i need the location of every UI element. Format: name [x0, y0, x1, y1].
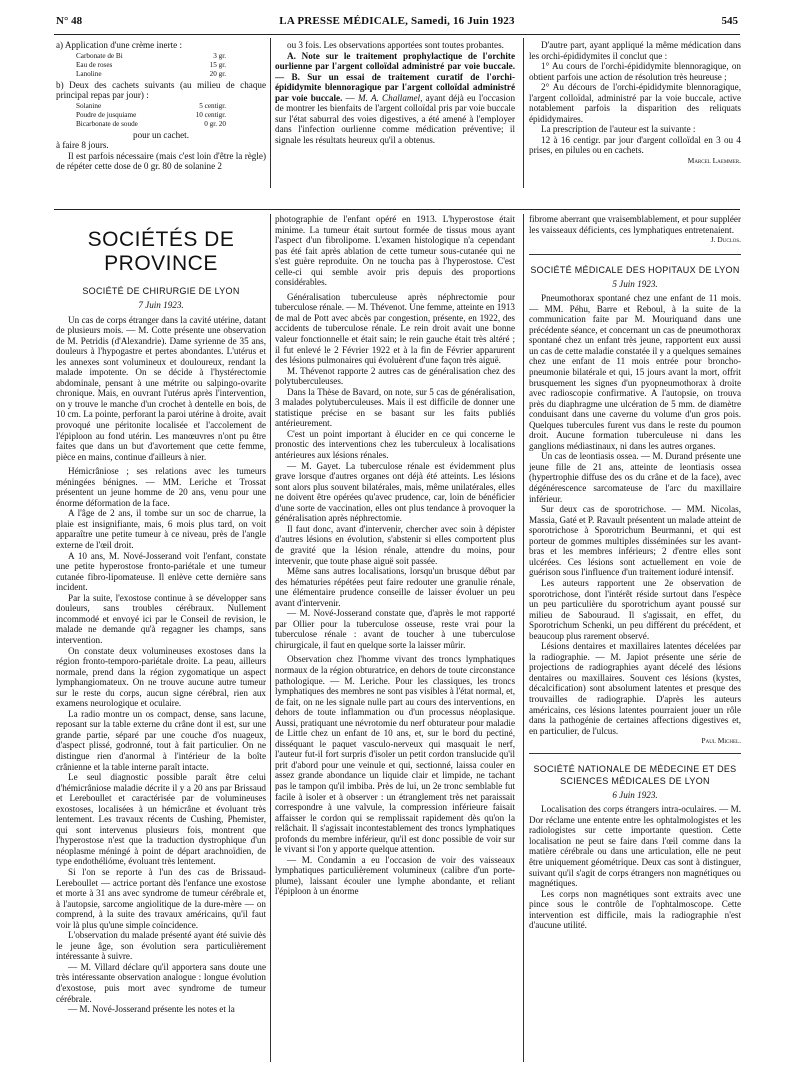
- paragraph: Les auteurs rapportent une 2e observation de sporotrichose, dont l'intérêt réside surtout dans l'espèce un peu particulière du sporotrichum ayant poussé sur milieu de Sabouraud. Il s'agissait, en effet, du Sporotrichum Schenki, un peu différent du précédent, et beaucoup plus rarement observé.: [529, 577, 741, 641]
- section-divider: [529, 254, 741, 255]
- paragraph: D'autre part, ayant appliqué la même médication dans les orchi-épididymites il conclut que :: [529, 40, 741, 61]
- paragraph: Par la suite, l'exostose continue à se développer sans douleurs, sans troubles cérébraux. Nullement incommodé et envoyé ici par le Conseil de revision, le malade ne demande qu'à regagner les champs, sans intervention.: [56, 592, 266, 645]
- column-rule: [270, 214, 271, 1062]
- paragraph: L'observation du malade présenté ayant été suivie dès le jeune âge, son évolution sera particulièrement intéressante à suivre.: [56, 930, 266, 962]
- ingredient-row: Eau de roses 15 gr.: [76, 60, 226, 69]
- paragraph: Dans la Thèse de Bavard, on note, sur 5 cas de généralisation, 3 malades polytuberculeuses. Mais il est difficile de donner une statistique précise en se basant sur les faits publiés antérieurement.: [275, 386, 515, 429]
- prescription-a: a) Application d'une crème inerte :: [56, 40, 183, 50]
- page-header: [56, 16, 738, 30]
- paragraph: On constate deux volumineuses exostoses dans la région fronto-temporo-pariétale droite. La peau, ailleurs normale, prend dans la région zygomatique un aspect lymphangiomateux. On ne trouve aucune autre tumeur sur le reste du corps, aucun signe cérébral, rien aux examens neurologique et oculaire.: [56, 645, 266, 709]
- prescription-a-list: [76, 52, 266, 79]
- header-rule: [54, 34, 740, 35]
- ingredient-row: Carbonate de Bi 3 gr.: [76, 51, 226, 60]
- paragraph: — M. Nové-Josserand constate que, d'après le mot rapporté par Ollier pour la tuberculose osseuse, reste vrai pour la tuberculose rénale : avant de toucher à une tuberculose chirurgicale, il faut en quelque sorte la laisser mûrir.: [275, 608, 515, 650]
- paragraph: C'est un point important à élucider en ce qui concerne le pronostic des interventions chez les tuberculeux à localisations antérieures aux lésions rénales.: [275, 428, 515, 461]
- session-date: 7 Juin 1923.: [138, 300, 184, 310]
- society-heading: SOCIÉTÉ NATIONALE DE MÉDECINE ET DES SCIENCES MÉDICALES DE LYON: [533, 763, 737, 786]
- paragraph: Il est parfois nécessaire (mais c'est loin d'être la règle) de répéter cette dose de 0 gr. 80 de solanine 2: [56, 150, 266, 172]
- paragraph: fibrome aberrant que vraisemblablement, et pour suppléer les vaisseaux déficients, ces lymphatiques entretenaient.: [529, 214, 741, 235]
- session-date: 6 Juin 1923.: [612, 789, 658, 800]
- paragraph: 1° Au cours de l'orchi-épididymite blennoragique, on obtient parfois une action de résolution très heureuse ;: [529, 61, 741, 82]
- bottom-column-2: [275, 214, 515, 1064]
- paragraph: 12 à 16 centigr. par jour d'argent colloïdal en 3 ou 4 prises, en pilules ou en cachets.: [529, 134, 741, 156]
- paragraph: Lésions dentaires et maxillaires latentes décelées par la radiographie. — M. Japiot présente une série de projections de radiographies ayant décelé des lésions dentaires ou maxillaires. Souvent ces lésions (kystes, décalcification) sont absolument latentes et presque des trouvailles de radiographie. D'après les auteurs américains, ces lésions latentes pourraient jouer un rôle dans la pathogénie de certaines affections digestives et, en particulier, de l'ulcus.: [529, 641, 741, 736]
- paragraph: Même sans autres localisations, lorsqu'un brusque début par des hématuries répétées peut faire redouter une granulie rénale, une élémentaire prudence conseille de laisser évoluer un peu avant d'intervenir.: [275, 566, 515, 608]
- top-column-1: [56, 40, 266, 205]
- paragraph: — M. Nové-Josserand présente les notes et la: [68, 1004, 235, 1015]
- paragraph: Pneumothorax spontané chez une enfant de 11 mois. — MM. Péhu, Barre et Reboul, à la suite de la communication faite par M. Mouriquand dans une précédente séance, et concernant un cas de pneumothorax spontané chez un enfant très jeune, rapportent eux aussi un cas de cette maladie constatée il y a quelques semaines chez une enfant de 11 mois entrée pour broncho-pneumonie bilatérale et qui, 15 jours avant la mort, offrit brusquement les signes d'un pyopneumothorax à droite avec radioscopie confirmative. A l'autopsie, on trouva près du diaphragme une ulcération de 5 mm. de diamètre conduisant dans une caverne du volume d'un gros pois. Quelques tubercules furent vus dans le reste du poumon droit. Aucune formation tuberculeuse ni dans les ganglions médiastinaux, ni dans les autres organes.: [529, 293, 741, 451]
- paragraph: Un cas de corps étranger dans la cavité utérine, datant de plusieurs mois. — M. Cotte présente une observation de M. Petridis (d'Alexandrie). Dame syrienne de 35 ans, douleurs à l'hypogastre et pertes abondantes. L'utérus et les annexes sont volumineux et douloureux, rendant la malade impotente. On se décide à l'hystérectomie abdominale, pensant à une métrite ou salpingo-ovarite chronique. Mais, en ouvrant l'utérus après l'intervention, on y trouve le manche d'un crochet à dentelle en bois, de 10 cm. La pointe, perforant la paroi utérine à droite, avait provoqué une péritonite localisée et l'accolement de l'épiploon au fond utérin. Les manœuvres n'ont pu être faites que dans un but d'avortement que cette femme, pièce en mains, continue d'ailleurs à nier.: [56, 314, 266, 462]
- paragraph: Le seul diagnostic possible paraît être celui d'hémicrâniose maladie décrite il y a 20 ans par Brissaud et Lereboullet et caractérisée par de volumineuses exostoses, localisées à un hémicrâne et évoluant très lentement. Les travaux récents de Cushing, Phemister, qui sont intervenus plusieurs fois, montrent que l'hyperostose n'est que la traduction dystrophique d'un néoplasme méningé à point de départ arachnoïdien, de type endothélióme, évoluant très lentement.: [56, 772, 266, 867]
- paragraph: Sur deux cas de sporotrichose. — MM. Nicolas, Massia, Gaté et P. Ravault présentent un malade atteint de sporotrichose à Sporotrichum Beurmanni, et qui est porteur de gommes multiples disséminées sur les avant-bras et les membres inférieurs; 2 d'entre elles sont ulcérées. Ces lésions sont actuellement en voie de guérison sous l'influence d'un traitement ioduré intensif.: [529, 504, 741, 578]
- top-column-3: [529, 40, 741, 205]
- ingredient-row: Solanine 5 centigr.: [76, 101, 226, 110]
- paragraph: Un cas de leontiasis ossea. — M. Durand présente une jeune fille de 21 ans, atteinte de leontiasis ossea (hypertrophie diffuse des os du crâne et de la face), avec dégénérescence sarcomateuse de l'arc du maxillaire inférieur.: [529, 451, 741, 504]
- paragraph: M. Thévenot rapporte 2 autres cas de généralisation chez des polytuberculeuses.: [275, 365, 515, 387]
- session-date: 5 Juin 1923.: [612, 278, 658, 289]
- author: M. A. Challamel,: [358, 92, 423, 103]
- paragraph: Observation chez l'homme vivant des troncs lymphatiques normaux de la région obturatrice, en dehors de toute circonstance pathologique. — M. Leriche. Pour les classiques, les troncs lymphatiques des membres ne sont pas visibles à l'état normal, et, de fait, on ne les signale nulle part au cours des interventions, en dehors de toute inflammation ou d'un processus néoplasique. Aussi, pratiquant une névrotomie du nerf obturateur pour maladie de Little chez un enfant de 10 ans, et, sur le bord du pectiné, disséquant le paquet vasculo-nerveux qui masquait le nerf, l'auteur fut-il fort surpris d'isoler un petit cordon translucide qu'il prit d'abord pour une veinule et qui, sectionné, laissa couler en assez grande abondance un liquide clair et limpide, ne tachant pas le tampon qu'il imbiba. Près de lui, un 2e tronc semblable fut facile à isoler et à observer : un étranglement très net paraissait correspondre à une valvule, la compression inférieure faisait affaisser le cordon qui se remplissait rapidement dès qu'on la relâchait. Il s'agissait incontestablement des troncs lymphatiques profonds du membre inférieur, qu'il est donc possible de voir sur le vivant si l'on y apporte quelque attention.: [275, 654, 515, 855]
- ingredient-row: Bicarbonate de soude 0 gr. 20: [76, 119, 226, 128]
- prescription-b-list: [76, 102, 266, 129]
- paragraph: ou 3 fois. Les observations apportées sont toutes probantes.: [287, 40, 504, 50]
- section-divider: [529, 753, 741, 754]
- paragraph: Il faut donc, avant d'intervenir, chercher avec soin à dépister d'autres lésions en évolution, s'abstenir si elles comportent plus de gravité que la lésion rénale, attendre du moins, pour intervenir, que toute phase aiguë soit passée.: [275, 523, 515, 566]
- paragraph: A l'âge de 2 ans, il tombe sur un soc de charrue, la plaie est insignifiante, mais, 6 mois plus tard, on voit apparaître une petite tumeur à ce niveau, près de l'angle externe de l'œil droit.: [56, 508, 266, 551]
- section-rule: [54, 209, 740, 210]
- issue-number: N° 48: [56, 15, 83, 27]
- bottom-column-3: [529, 214, 741, 1064]
- paragraph: photographie de l'enfant opéré en 1913. L'hyperostose était minime. La tumeur était surtout formée de tissus mous ayant l'aspect d'un fibrolipome. L'examen histologique n'a cependant pas été fait après ablation de cette tumeur sous-cutanée qui ne s'est guère reproduite. On ne toucha pas à l'hyperostose. C'est celle-ci qui semble avoir pris depuis des proportions considérables.: [275, 214, 515, 288]
- cachet-line: pour un cachet.: [133, 129, 189, 140]
- prescription-b: b) Deux des cachets suivants (au milieu de chaque principal repas par jour) :: [56, 79, 266, 101]
- paragraph: La prescription de l'auteur est la suivante :: [541, 124, 696, 135]
- paragraph: — M. Villard déclare qu'il apportera sans doute une très intéressante observation analogue : longue évolution d'exostose, puis mort avec syndrome de tumeur cérébrale.: [56, 961, 266, 1004]
- signature: Paul Michel.: [701, 736, 741, 746]
- bottom-column-1: [56, 212, 266, 1064]
- article-title: A. Note sur le traitement prophylactique de l'orchite ourlienne par l'argent colloïdal administré par voie buccale. — B. Sur un essai de traitement curatif de l'orchi-épididymite blennoragique par l'argent colloïdal administré par voie buccale.: [275, 50, 515, 103]
- paragraph: — M. Gayet. La tuberculose rénale est évidemment plus grave lorsque d'autres organes ont déjà été atteints. Les lésions sont alors plus souvent bilatérales, mais, même unilatérales, elles ne doivent être opérées qu'avec prudence, car, loin de bénéficier d'une sorte de vaccination, elles ont plus tendance à provoquer la généralisation après néphrectomie.: [275, 460, 515, 524]
- journal-title: LA PRESSE MÉDICALE, Samedi, 16 Juin 1923: [279, 15, 515, 27]
- section-title: SOCIÉTÉS DE PROVINCE: [87, 228, 235, 275]
- column-rule: [523, 38, 524, 188]
- duration-line: à faire 8 jours.: [56, 140, 109, 151]
- paragraph: Si l'on se reporte à l'un des cas de Brissaud-Lereboullet — actrice portant dès l'enfance une exostose et morte à 31 ans avec syndrome de tumeur cérébrale et, à l'autopsie, sarcome angiolitique de la dure-mère — on comprend, à la suite des travaux américains, qu'il faut voir là plus qu'une simple coïncidence.: [56, 866, 266, 930]
- paragraph: Généralisation tuberculeuse après néphrectomie pour tuberculose rénale. — M. Thévenot. Une femme, atteinte en 1913 de mal de Pott avec abcès par congestion, présente, en 1922, des accidents de tuberculose rénale. Le rein droit avait une bonne valeur fonctionnelle et était sain; le rein gauche était très altéré ; il fut enlevé le 2 Février 1922 et à la fin de Février apparurent des lésions pulmonaires qui évoluèrent d'une façon très aiguë.: [275, 291, 515, 366]
- column-rule: [523, 214, 524, 1062]
- society-heading: SOCIÉTÉ DE CHIRURGIE DE LYON: [82, 286, 240, 296]
- society-heading: SOCIÉTÉ MÉDICALE DES HOPITAUX DE LYON: [530, 264, 740, 275]
- paragraph: A 10 ans, M. Nové-Josserand voit l'enfant, constate une petite hyperostose fronto-pariétale et une tumeur cutanée fibro-lipomateuse. Il enlève cette dernière sans incident.: [56, 550, 266, 593]
- paragraph: — M. Condamin a eu l'occasion de voir des vaisseaux lymphatiques particulièrement volumineux (calibre d'un porte-plume), laissant écouler une lymphe abondante, et reliant l'épiploon à un énorme: [275, 854, 515, 897]
- ingredient-row: Poudre de jusquiame 10 centigr.: [76, 110, 226, 119]
- paragraph: La radio montre un os compact, dense, sans lacune, reposant sur la table externe du crâne dont il est, sur une grande partie, séparé par une couche d'os nuageux, d'aspect plissé, godronné, tout à fait particulier. On ne distingue rien d'anormal à l'intérieur de la boîte crânienne et la table interne paraît intacte.: [56, 708, 266, 772]
- signature: J. Duclos.: [710, 235, 741, 245]
- paragraph: Les corps non magnétiques sont extraits avec une pince sous le contrôle de l'ophtalmoscope. Cette intervention est difficile, mais la radiographie n'est d'aucune utilité.: [529, 888, 741, 931]
- paragraph: 2° Au décours de l'orchi-épididymite blennoragique, l'argent colloïdal, administré par la voie buccale, active notablement parfois la disparition des reliquats épididymaires.: [529, 82, 741, 124]
- top-column-2: [275, 40, 515, 205]
- signature: Marcel Laemmer.: [687, 156, 741, 166]
- paragraph: Hémicrâniose ; ses relations avec les tumeurs méningées bénignes. — MM. Leriche et Trossat présentent un jeune homme de 20 ans, venu pour une énorme déformation de la face.: [56, 466, 266, 508]
- article-paragraph: A. Note sur le traitement prophylactique de l'orchite ourlienne par l'argent colloïdal administré par voie buccale. — B. Sur un essai de traitement curatif de l'orchi-épididymite blennoragique par l'argent colloïdal administré par voie buccale. — M. A. Challamel, ayant déjà eu l'occasion de montrer les bienfaits de l'argent colloïdal pris par voie buccale sur l'état saburral des voies digestives, a été amené à l'employer dans l'infection ourlienne comme médication préventive; il signale les résultats heureux qu'il a obtenus.: [275, 50, 515, 145]
- page-number: 545: [721, 15, 738, 27]
- column-rule: [270, 38, 271, 188]
- ingredient-row: Lanoline 20 gr.: [76, 69, 226, 78]
- paragraph: Localisation des corps étrangers intra-oculaires. — M. Dor réclame une entente entre les ophtalmologistes et les radiologistes sur cette importante question. Cette localisation ne peut se faire dans l'œil comme dans la matière cérébrale ou dans une articulation, elle ne peut être uniquement géométrique. Deux cas sont à distinguer, suivant qu'il s'agit de corps étrangers non magnétiques ou magnétiques.: [529, 804, 741, 889]
